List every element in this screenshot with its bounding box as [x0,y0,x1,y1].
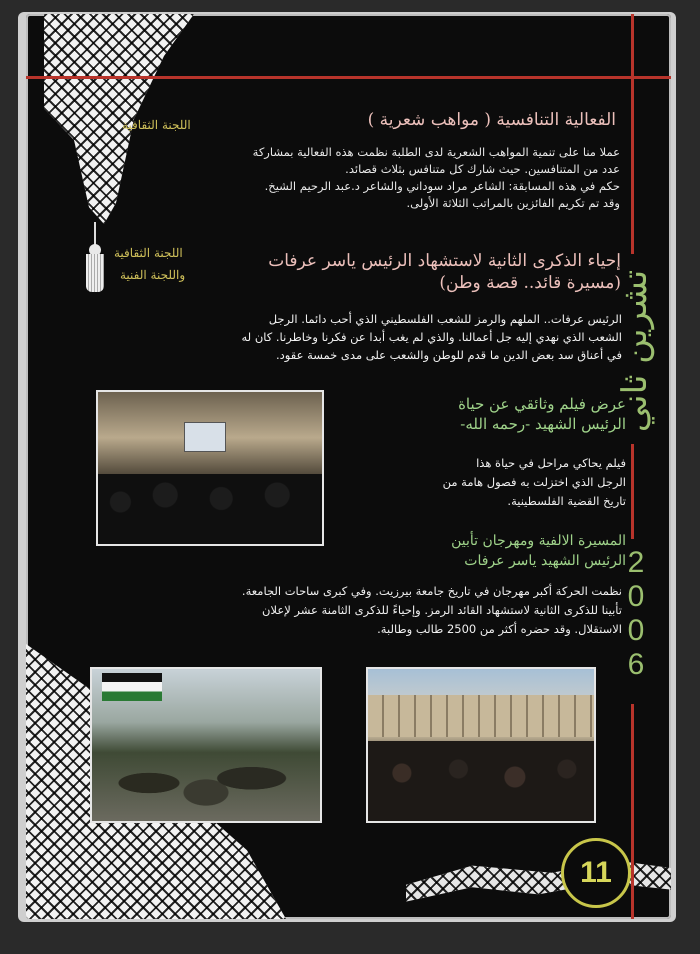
section1-line: حكم في هذه المسابقة: الشاعر مراد سوداني والشاعر د.عبد الرحيم الشيخ. [264,179,620,193]
projection-screen [184,422,226,452]
year-label: 2 0 0 6 [627,546,645,681]
festival-crowd-photo [366,667,596,823]
section1-line: عملا منا على تنمية المواهب الشعرية لدى الطلبة نظمت هذه الفعالية بمشاركة [252,145,620,159]
audience-silhouettes [98,474,322,544]
university-building [368,695,594,737]
flag-shape [102,673,162,701]
crowd-silhouettes [368,741,594,821]
marchers-silhouettes [92,726,320,821]
side-divider-line-bottom [631,704,634,919]
section2-committee-2: واللجنة الفنية [120,268,186,282]
side-divider-line-middle [631,444,634,539]
section4-title [346,531,626,571]
side-divider-line-top [631,14,634,254]
section1-committee: اللجنة الثقافية [122,118,191,132]
section2-line: في أعناق سد بعض الدين ما قدم للوطن والشعب على مدى خمسة عقود. [276,348,622,362]
film-screening-photo [96,390,324,546]
top-divider-line [26,76,671,79]
magazine-page [26,14,671,919]
section1-title: الفعالية التنافسية ( مواهب شعرية ) [367,110,616,130]
page-number-badge: 11 [561,838,631,908]
section4-line: نظمت الحركة أكبر مهرجان في تاريخ جامعة بيرزيت. وفي كبرى ساحات الجامعة. [241,584,622,598]
section1-line: وقد تم تكريم الفائزين بالمراتب الثلاثة الأولى. [406,196,620,210]
section3-line: الرجل الذي اختزلت به فصول هامة من [442,475,626,489]
tassel-decoration [86,222,104,292]
section1-line: عدد من المتنافسين. حيث شارك كل متنافس بثلاث قصائد. [345,162,620,176]
section2-subtitle: (مسيرة قائد.. قصة وطن) [439,273,621,293]
section4-body [112,582,622,639]
section3-body [358,454,626,511]
section1-body [120,144,620,212]
section2-line: الرئيس عرفات.. الملهم والرمز للشعب الفلسطيني الذي أحب دائما. الرجل [268,312,622,326]
section4-title-line: الرئيس الشهيد ياسر عرفات [464,553,626,569]
section3-line: فيلم يحاكي مراحل في حياة هذا [476,456,626,470]
section4-title-line: المسيرة الالفية ومهرجان تأبين [451,533,626,549]
section3-line: تاريخ القضية الفلسطينية. [507,494,626,508]
section4-line: الاستقلال. وقد حضره أكثر من 2500 طالب وطالبة. [377,622,622,636]
section3-title-line: عرض فيلم وثائقي عن حياة [458,395,626,413]
section2-body [106,310,622,364]
section2-title [221,250,621,294]
section2-line: الشعب الذي نهدي إليه جل أعمالنا. والذي لم يغب أبدا عن فكرنا وخاطرنا. كان له [241,330,622,344]
section2-committee-1: اللجنة الثقافية [114,246,183,260]
section2-title-line: إحياء الذكرى الثانية لاستشهاد الرئيس ياسر عرفات [268,251,621,271]
section4-line: تأبينا للذكرى الثانية لاستشهاد القائد الرمز. وإحياءً للذكرى الثامنة عشر لإعلان [262,603,622,617]
month-label: تشرين ثاني [615,269,655,433]
march-photo [90,667,322,823]
section3-title [326,394,626,434]
section3-title-line: الرئيس الشهيد -رحمه الله- [460,415,626,433]
